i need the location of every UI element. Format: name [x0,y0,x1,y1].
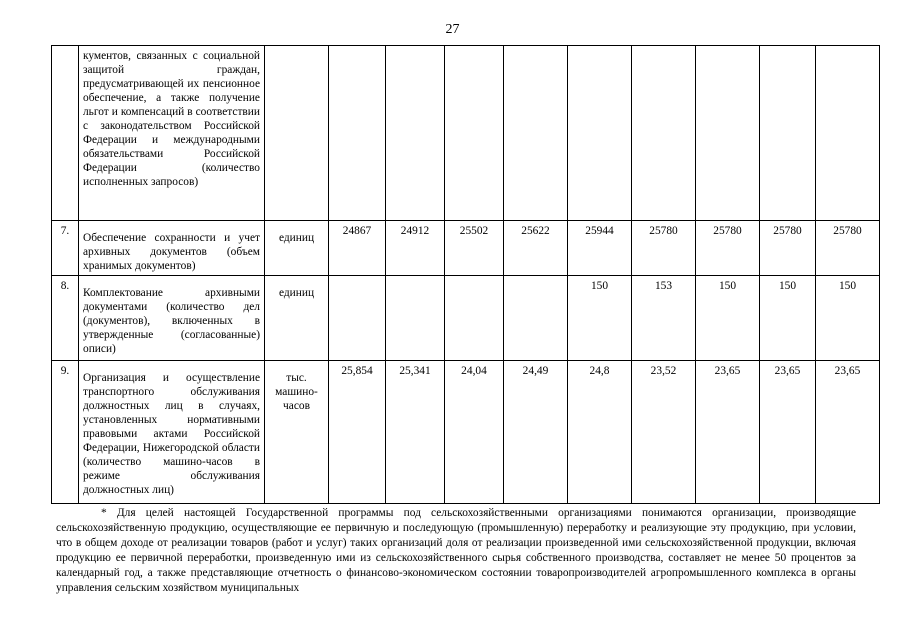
value-cell: 150 [568,276,632,361]
value-cell [329,276,386,361]
value-cell: 23,52 [632,361,696,504]
row-unit [265,46,329,221]
row-description: Организация и осуществление транспортного обслуживания должностных лиц в случаях, установленных нормативными правовыми актами Российской Федерации, Нижегородской области (количество машино-часов в режиме обслуживания должностных лиц) [79,361,265,504]
table-row [52,361,880,504]
value-cell: 25780 [696,221,760,276]
value-cell: 24912 [386,221,445,276]
row-unit: единиц [265,221,329,276]
value-cell [816,46,880,221]
row-description: кументов, связанных с социальной защитой граждан, предусматривающей их пенсионное обеспечение, а также получение льгот и компенсаций в соответствии с законодательством Российской Федерации и международными обязательствами Российской Федерации (количество исполненных запросов) [79,46,265,221]
value-cell: 25,341 [386,361,445,504]
row-number: 9. [52,361,79,504]
value-cell: 25622 [504,221,568,276]
footnote [56,506,856,596]
value-cell [445,276,504,361]
value-cell [504,276,568,361]
row-number: 8. [52,276,79,361]
value-cell: 25780 [760,221,816,276]
table-row [52,221,880,276]
row-number [52,46,79,221]
value-cell [568,46,632,221]
value-cell: 23,65 [696,361,760,504]
value-cell [445,46,504,221]
value-cell: 150 [760,276,816,361]
value-cell: 25944 [568,221,632,276]
value-cell [760,46,816,221]
value-cell: 24,49 [504,361,568,504]
row-description: Комплектование архивными документами (количество дел (документов), включенных в утвержденные (согласованные) описи) [79,276,265,361]
value-cell: 24,8 [568,361,632,504]
page-number: 27 [445,22,460,37]
value-cell [632,46,696,221]
table-row [52,276,880,361]
value-cell [386,46,445,221]
value-cell: 23,65 [816,361,880,504]
row-unit: единиц [265,276,329,361]
value-cell: 150 [696,276,760,361]
value-cell: 25502 [445,221,504,276]
footnote-text: * Для целей настоящей Государственной программы под сельскохозяйственными организациями понимаются организации, производящие сельскохозяйственную продукцию, осуществляющие ее первичную и последующую (промышленную) переработку и реализующие эту продукцию, при условии, что в общем доходе от реализации товаров (работ и услуг) таких организаций доля от реализации произведенной ими сельскохозяйственной продукции, включая продукцию ее первичной переработки, произведенную ими из сельскохозяйственного сырья собственного производства, составляет не менее 50 процентов за календарный год, а также представляющие отчетность о финансово-экономическом состоянии товаропроизводителей агропромышленного комплекса в органы управления сельским хозяйством муниципальных [56,507,856,594]
value-cell: 24,04 [445,361,504,504]
value-cell [504,46,568,221]
value-cell: 150 [816,276,880,361]
value-cell [329,46,386,221]
value-cell [386,276,445,361]
row-description: Обеспечение сохранности и учет архивных документов (объем хранимых документов) [79,221,265,276]
table-row [52,46,880,221]
value-cell [696,46,760,221]
value-cell: 24867 [329,221,386,276]
value-cell: 25780 [632,221,696,276]
value-cell: 153 [632,276,696,361]
value-cell: 25,854 [329,361,386,504]
value-cell: 25780 [816,221,880,276]
value-cell: 23,65 [760,361,816,504]
row-number: 7. [52,221,79,276]
indicators-table [51,45,880,504]
row-unit: тыс. машино-часов [265,361,329,504]
